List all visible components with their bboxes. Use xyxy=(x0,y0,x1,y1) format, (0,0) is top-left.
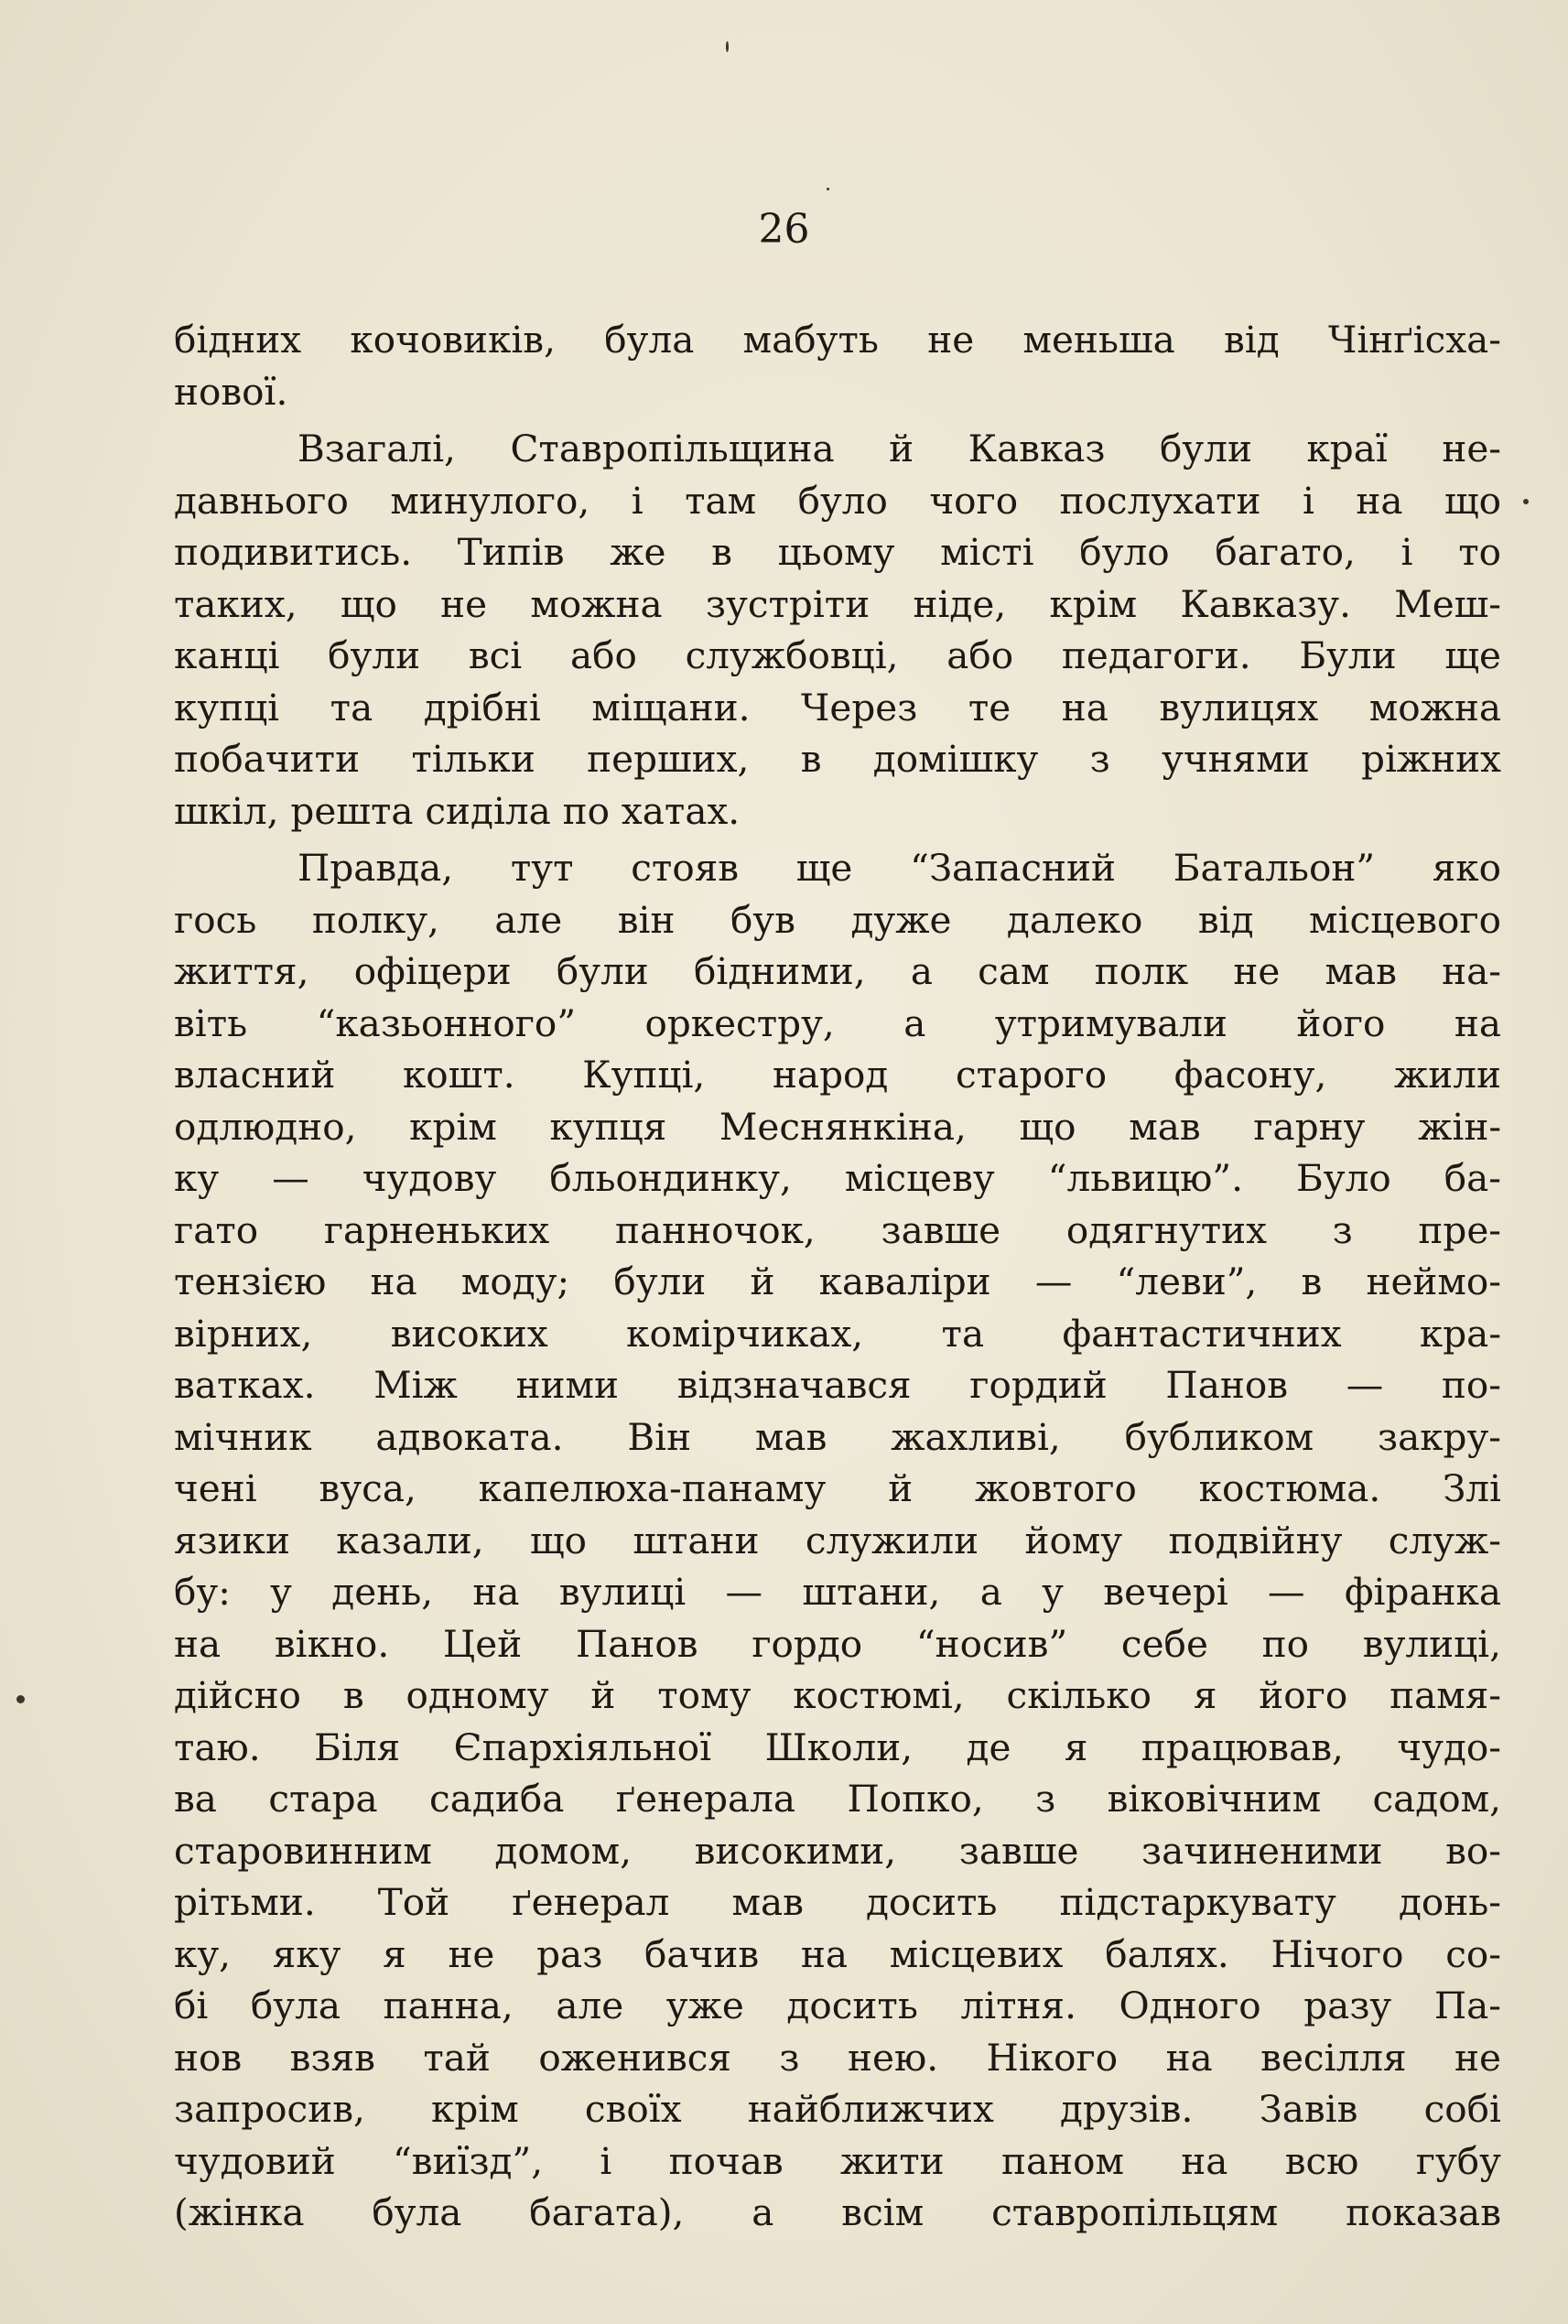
text-line: (жінка була багата), а всім ставропільцям показав xyxy=(174,2190,1501,2234)
text-line: вірних, високих комірчиках, та фантастичних кра- xyxy=(174,1311,1501,1356)
text-line: подивитись. Типів же в цьому місті було багато, і то xyxy=(174,530,1501,574)
text-line: таю. Біля Єпархіяльної Школи, де я працював, чудо- xyxy=(174,1724,1501,1769)
text-line: шкіл, решта сиділа по хатах. xyxy=(174,788,741,833)
text-line: ку, яку я не раз бачив на місцевих балях. Нічого со- xyxy=(174,1931,1501,1976)
paper-speck xyxy=(726,41,729,52)
page-number: 26 xyxy=(758,206,810,253)
paper-speck xyxy=(1523,499,1529,504)
text-line: таких, що не можна зустріти ніде, крім Кавказу. Меш- xyxy=(174,581,1501,626)
text-line: Взагалі, Ставропільщина й Кавказ були краї не- xyxy=(297,427,1501,470)
text-line: життя, офіцери були бідними, а сам полк не мав на- xyxy=(174,949,1501,993)
text-line: власний кошт. Купці, народ старого фасону, жили xyxy=(174,1053,1501,1097)
text-line: канці були всі або службовці, або педагоги. Були ще xyxy=(174,633,1501,677)
text-line: віть “казьонного” оркестру, а утримували його на xyxy=(174,1000,1501,1045)
text-line: бу: у день, на вулиці — штани, а у вечері — фіранка xyxy=(174,1570,1501,1614)
text-line: побачити тільки перших, в домішку з учнями ріжних xyxy=(174,737,1501,781)
text-line: язики казали, що штани служили йому подвійну служ- xyxy=(174,1518,1501,1562)
text-line: мічник адвоката. Він мав жахливі, бубликом закру- xyxy=(174,1414,1501,1459)
text-line: купці та дрібні міщани. Через те на вулицях можна xyxy=(174,685,1501,730)
text-line: ку — чудову бльондинку, місцеву “львицю”. Було ба- xyxy=(174,1156,1501,1200)
text-line: нов взяв тай оженився з нею. Нікого на весілля не xyxy=(174,2035,1501,2080)
text-line: тензією на моду; були й кавалiри — “леви”, в неймо- xyxy=(174,1259,1501,1303)
text-line: на вікно. Цей Панов гордо “носив” себе по вулиці, xyxy=(174,1621,1501,1666)
text-line: чені вуса, капелюха-панаму й жовтого костюма. Злі xyxy=(174,1466,1501,1510)
paper-speck xyxy=(827,188,829,190)
text-line: одлюдно, крім купця Меснянкіна, що мав гарну жін- xyxy=(174,1104,1501,1149)
body-text xyxy=(174,314,1501,2239)
text-line: старовинним домом, високими, завше зачиненими во- xyxy=(174,1828,1501,1873)
text-line: запросив, крім своїх найближчих друзів. Завів собі xyxy=(174,2087,1501,2131)
text-line: чудовий “виїзд”, і почав жити паном на всю губу xyxy=(174,2138,1501,2183)
text-line: нової. xyxy=(174,369,288,414)
text-line: бі була панна, але уже досить літня. Одного разу Па- xyxy=(174,1984,1501,2027)
text-line: ватках. Між ними відзначався гордий Панов — по- xyxy=(174,1363,1501,1407)
paper-speck xyxy=(16,1695,25,1703)
text-line: гось полку, але він був дуже далеко від місцевого xyxy=(174,897,1501,942)
text-line: Правда, тут стояв ще “Запасний Батальон” яко xyxy=(297,846,1501,890)
text-line: дійсно в одному й тому костюмі, скілько я його памя- xyxy=(174,1673,1501,1717)
text-line: давнього минулого, і там було чого послухати і на що xyxy=(174,478,1501,523)
text-line: ва стара садиба ґенерала Попко, з віковічним садом, xyxy=(174,1777,1501,1821)
text-line: рітьми. Той ґенерал мав досить підстаркувату донь- xyxy=(174,1880,1501,1924)
text-line: гато гарненьких панночок, завше одягнутих з пре- xyxy=(174,1207,1501,1252)
text-line: бідних кочовиків, була мабуть не меньша від Чінґісха- xyxy=(174,318,1501,362)
